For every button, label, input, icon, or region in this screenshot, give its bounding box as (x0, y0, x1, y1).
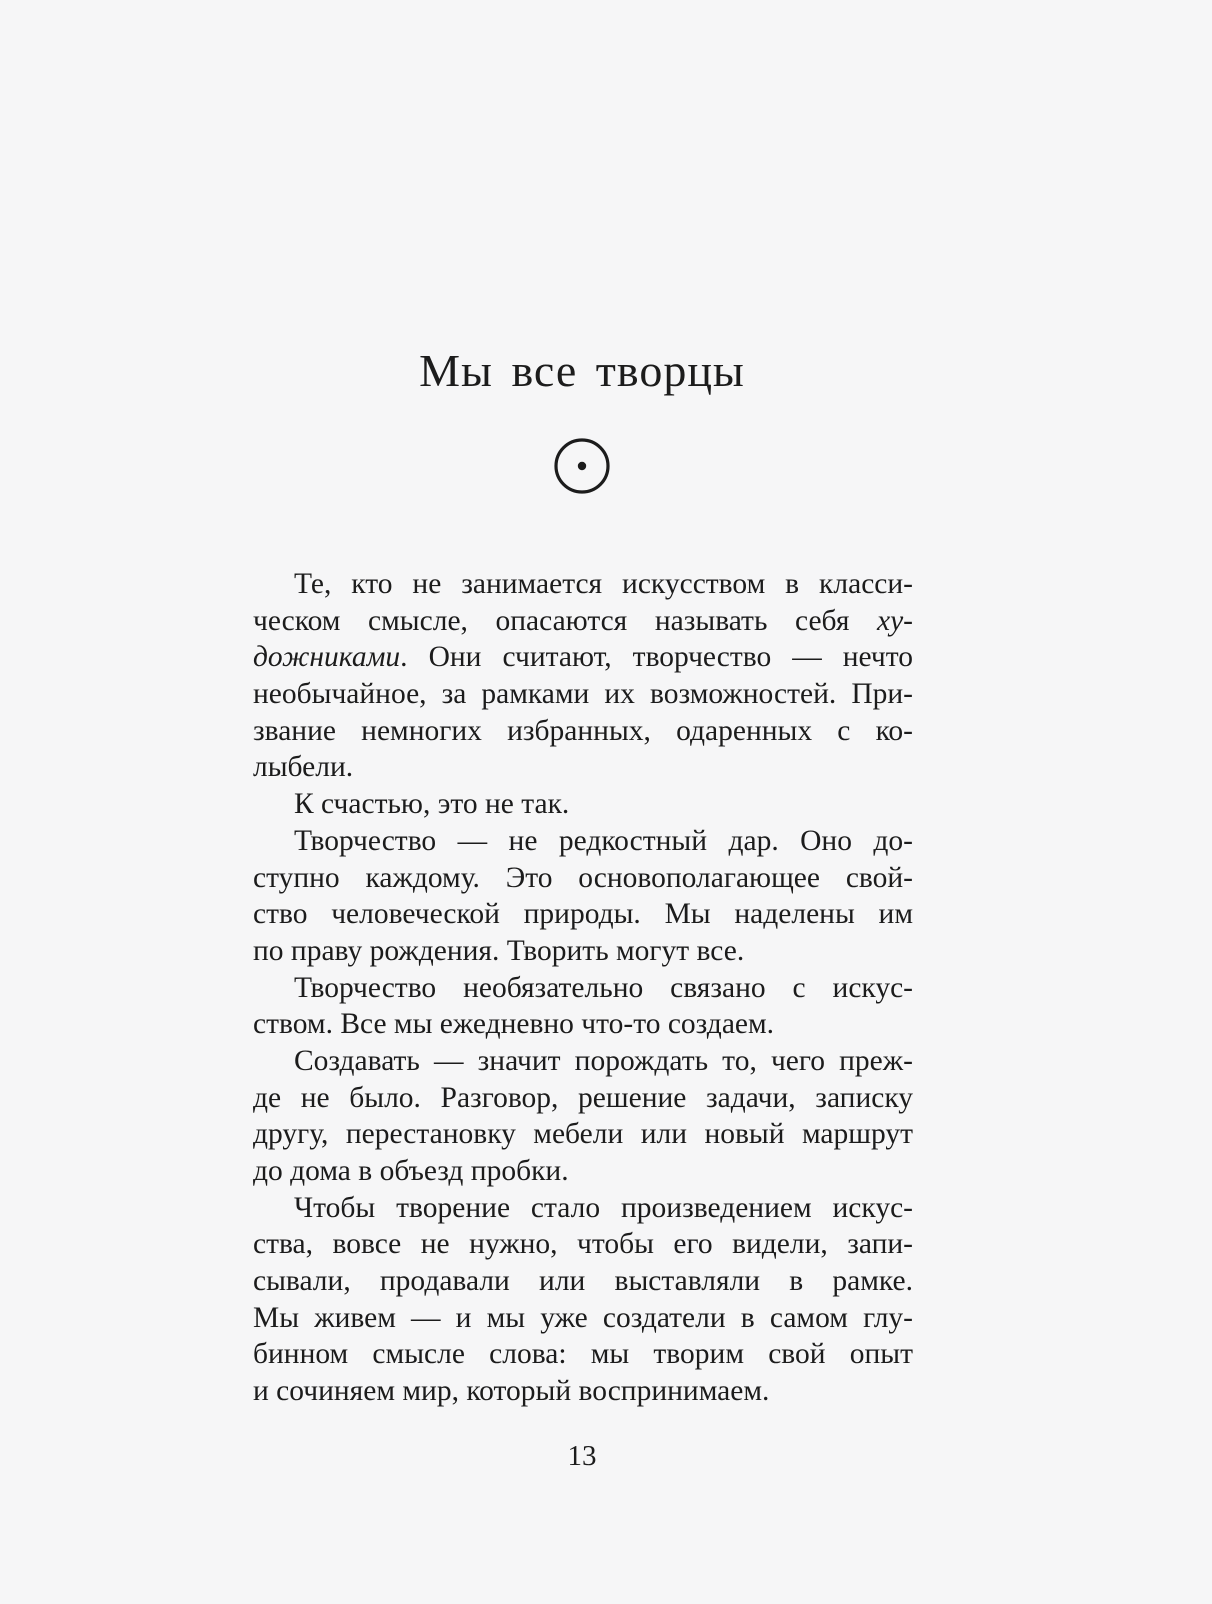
text-fragment: . Они считают, творчество — нечто (400, 641, 913, 674)
italic-word: ху- (876, 604, 913, 637)
text-line: другу, перестановку мебели или новый маршрут (253, 1118, 913, 1151)
text-line: Мы живем — и мы уже создатели в самом глу- (253, 1301, 913, 1334)
text-line: де не было. Разговор, решение задачи, записку (253, 1081, 913, 1114)
body-text (253, 566, 913, 1410)
text-line: по праву рождения. Творить могут все. (253, 934, 745, 967)
text-line: Те, кто не занимается искусством в класси- (294, 568, 913, 600)
chapter-title: Мы все творцы (419, 345, 745, 396)
text-line (253, 603, 913, 640)
text-line: Создавать — значит порождать то, чего преж- (294, 1044, 913, 1077)
text-line: Творчество необязательно связано с искус- (294, 971, 913, 1004)
text-line: до дома в объезд пробки. (253, 1155, 569, 1187)
text-line: сывали, продавали или выставляли в рамке. (253, 1265, 913, 1298)
text-line: ство человеческой природы. Мы наделены им (253, 898, 913, 931)
italic-word: дожниками (253, 641, 401, 674)
text-line: звание немногих избранных, одаренных с ко- (253, 714, 913, 747)
text-line: Творчество — не редкостный дар. Оно до- (294, 824, 913, 857)
text-line: К счастью, это не так. (294, 788, 570, 821)
text-line: ством. Все мы ежедневно что-то создаем. (253, 1008, 775, 1041)
text-line: и сочиняем мир, который воспринимаем. (253, 1375, 770, 1408)
text-line: бинном смысле слова: мы творим свой опыт (253, 1338, 913, 1371)
text-line: ступно каждому. Это основополагающее свой- (253, 861, 913, 894)
text-line (253, 639, 913, 676)
text-line: Чтобы творение стало произведением искус- (294, 1191, 913, 1224)
circled-dot-icon (553, 437, 611, 495)
text-line: ства, вовсе не нужно, чтобы его видели, запи- (253, 1228, 913, 1261)
text-fragment: ческом смысле, опасаются называть себя (253, 604, 877, 637)
page-number: 13 (567, 1440, 597, 1472)
text-line: необычайное, за рамками их возможностей. При- (253, 678, 913, 711)
text-line: лыбели. (253, 751, 354, 784)
